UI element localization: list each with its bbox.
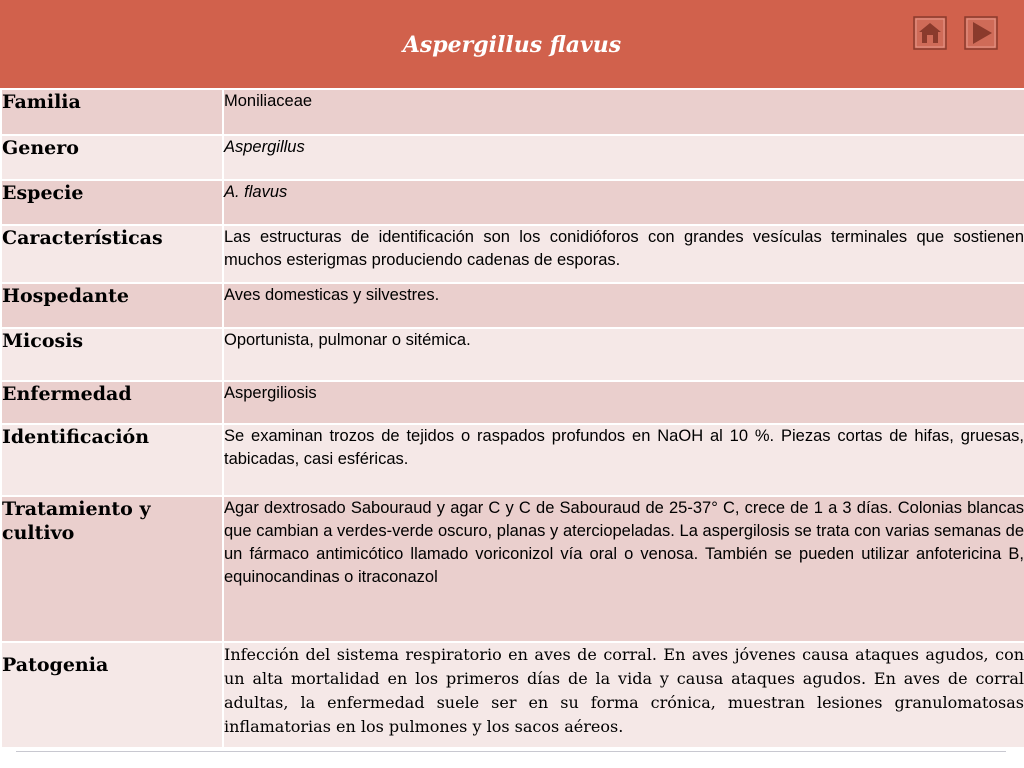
row-label: Especie xyxy=(1,180,223,225)
row-micosis xyxy=(1,328,1024,381)
row-value: Agar dextrosado Sabouraud y agar C y C de Sabouraud de 25-37° C, crece de 1 a 3 días. Colonias blancas que cambian a verdes-verde oscuro, planas y aterciopeladas. La aspergilosis se trata con varias semanas de un fármaco antimicótico llamado voriconizol vía oral o venosa. También se pueden utilizar anfotericina B, equinocandinas o itraconazol xyxy=(223,496,1024,642)
row-label: Identificación xyxy=(1,424,223,496)
next-slide-button[interactable] xyxy=(964,16,998,50)
row-especie xyxy=(1,180,1024,225)
row-value: Aspergiliosis xyxy=(223,381,1024,424)
info-table xyxy=(0,88,1024,749)
play-next-icon xyxy=(964,16,998,50)
row-label: Genero xyxy=(1,135,223,180)
row-label: Patogenia xyxy=(1,642,223,748)
row-label: Características xyxy=(1,225,223,283)
row-label: Hospedante xyxy=(1,283,223,328)
row-tratamiento xyxy=(1,496,1024,642)
row-value: Moniliaceae xyxy=(223,89,1024,135)
row-label: Micosis xyxy=(1,328,223,381)
row-enfermedad xyxy=(1,381,1024,424)
row-hospedante xyxy=(1,283,1024,328)
row-label: Tratamiento y cultivo xyxy=(1,496,223,642)
row-value: Aspergillus xyxy=(223,135,1024,180)
row-value: Oportunista, pulmonar o sitémica. xyxy=(223,328,1024,381)
row-patogenia xyxy=(1,642,1024,748)
home-icon xyxy=(913,16,947,50)
row-caracteristicas xyxy=(1,225,1024,283)
footer-divider xyxy=(16,751,1006,752)
page-title: Aspergillus flavus xyxy=(402,32,622,58)
home-button[interactable] xyxy=(913,16,947,50)
row-identificacion xyxy=(1,424,1024,496)
row-value: A. flavus xyxy=(223,180,1024,225)
row-label: Familia xyxy=(1,89,223,135)
row-value: Las estructuras de identificación son los conidióforos con grandes vesículas terminales que sostienen muchos esterigmas produciendo cadenas de esporas. xyxy=(223,225,1024,283)
row-value: Se examinan trozos de tejidos o raspados profundos en NaOH al 10 %. Piezas cortas de hifas, gruesas, tabicadas, casi esféricas. xyxy=(223,424,1024,496)
row-value: Infección del sistema respiratorio en aves de corral. En aves jóvenes causa ataques agudos, con un alta mortalidad en los primeros días de la vida y causa ataques agudos. En aves de corral adultas, la enfermedad suele ser en su forma crónica, muestran lesiones granulomatosas inflamatorias en los pulmones y los sacos aéreos. xyxy=(223,642,1024,748)
row-value: Aves domesticas y silvestres. xyxy=(223,283,1024,328)
row-label: Enfermedad xyxy=(1,381,223,424)
row-familia xyxy=(1,89,1024,135)
row-genero xyxy=(1,135,1024,180)
